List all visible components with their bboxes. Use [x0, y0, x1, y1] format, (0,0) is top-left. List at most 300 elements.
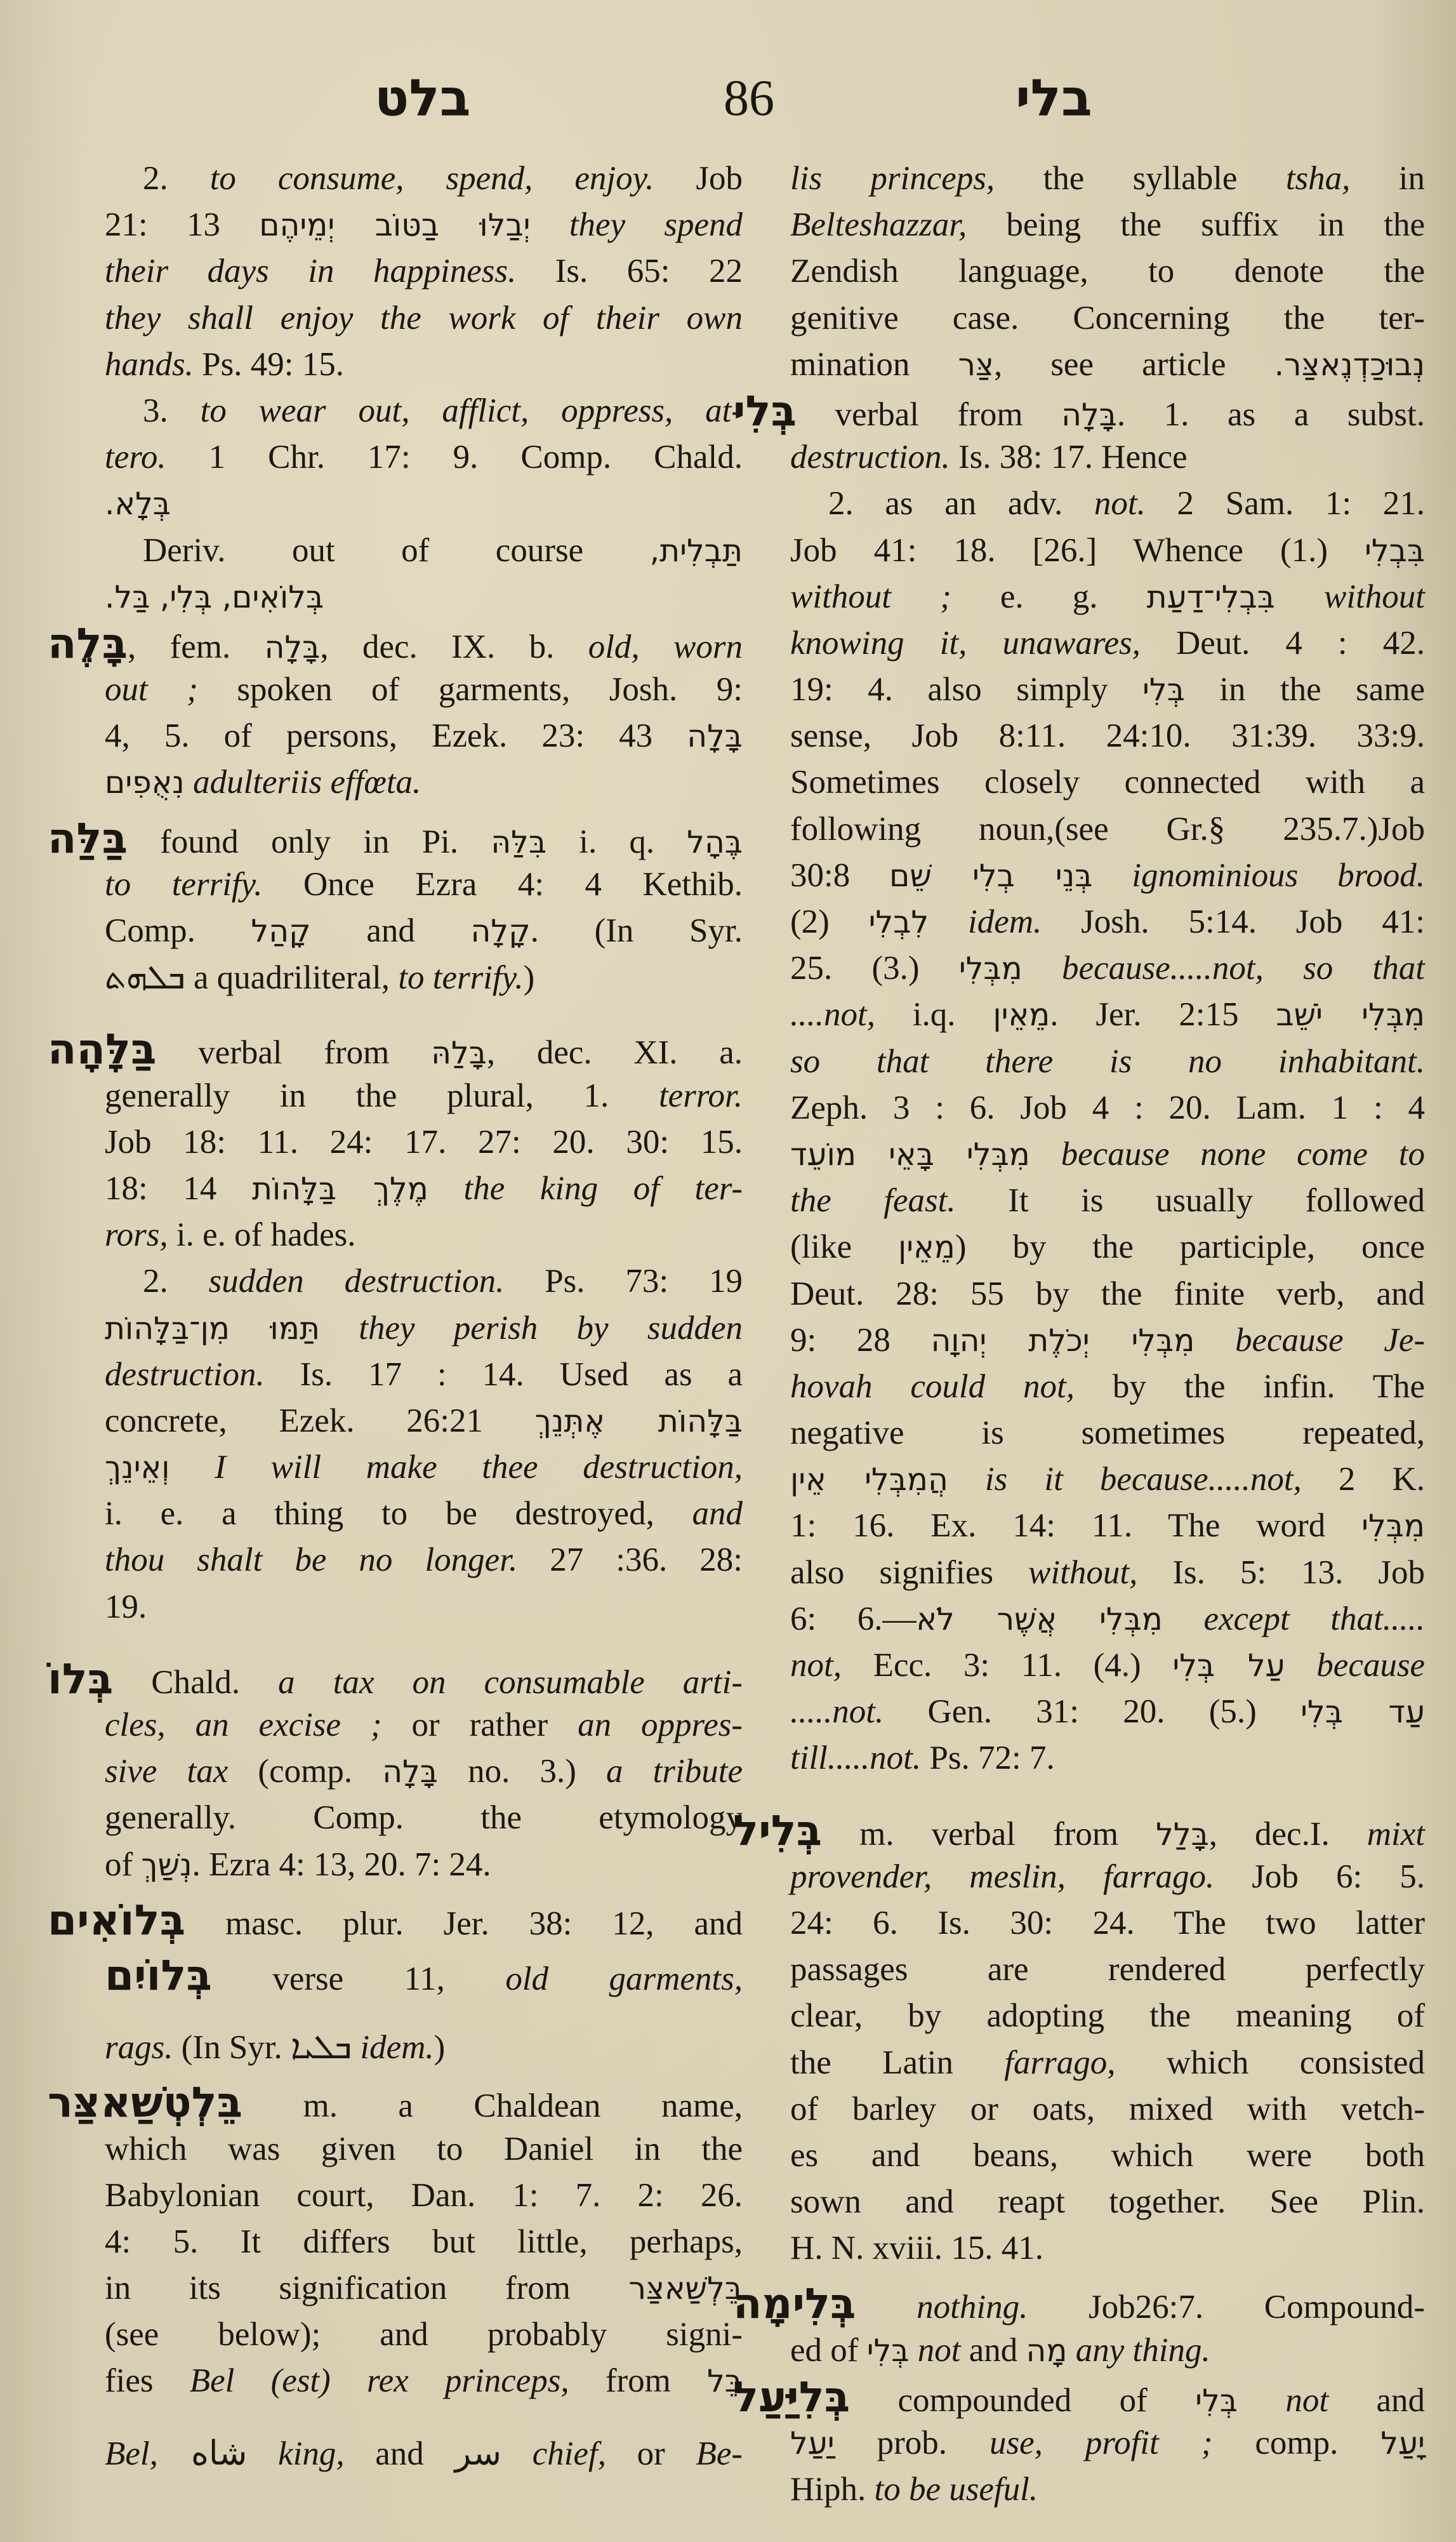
text-run: 2 Sam. 1: 21.	[1145, 485, 1425, 522]
text-line	[733, 1807, 1425, 1854]
text-line	[790, 1178, 1425, 1224]
text-run: ignominious brood.	[1092, 856, 1426, 894]
hebrew-text: תַּמּוּ מִן־בַּלָּהוֹת	[105, 1310, 320, 1347]
hebrew-text: לִבְלִי	[868, 905, 929, 940]
text-run: 2.	[143, 1263, 209, 1300]
text-run: tsha,	[1285, 160, 1351, 197]
text-line	[790, 1642, 1425, 1689]
text-line	[790, 2133, 1425, 2179]
text-run: lis princeps,	[790, 160, 995, 197]
foreign-script-text: ܒܠܝܐ	[291, 2028, 352, 2067]
text-run: It is usually followed	[955, 1182, 1425, 1220]
text-run: prob.	[834, 2425, 990, 2461]
text-run: tero.	[105, 439, 166, 476]
text-line	[790, 713, 1425, 759]
text-line	[790, 945, 1425, 992]
text-run: Ps. 73: 19	[504, 1263, 743, 1300]
hebrew-text: מִבְּלִי יֹשֵׁב	[1276, 997, 1425, 1034]
text-line	[105, 1398, 743, 1444]
text-run: use, profit ;	[989, 2425, 1213, 2461]
text-run: Job 41: 18. [26.] Whence (1.)	[790, 531, 1365, 569]
text-run: 2. as an adv.	[828, 485, 1094, 522]
text-line	[790, 1364, 1425, 1410]
text-line	[790, 1085, 1425, 1131]
text-line	[790, 2086, 1425, 2133]
hebrew-text: בְּלוֹאִים, בְּלִי, בַּל.	[105, 579, 324, 615]
text-line	[790, 1039, 1425, 1085]
foreign-script-text: شاه	[157, 2433, 248, 2473]
text-run: a tribute	[606, 1753, 743, 1790]
text-line	[733, 388, 1425, 434]
text-line	[48, 1897, 743, 1943]
text-run: clear, by adopting the meaning of	[790, 1997, 1425, 2035]
text-run: 2 K.	[1301, 1461, 1425, 1498]
text-line	[790, 2179, 1425, 2225]
text-run: i. e. of hades.	[168, 1216, 356, 1254]
text-run: . Ezra 4: 13, 20. 7: 24.	[192, 1846, 491, 1883]
text-run: to be useful.	[874, 2471, 1038, 2508]
text-line	[790, 1503, 1425, 1549]
text-run: (2)	[790, 903, 869, 940]
text-line	[105, 1842, 743, 1888]
text-line	[105, 1212, 743, 1258]
text-run: rors,	[105, 1216, 168, 1254]
text-run: idem.	[929, 903, 1042, 940]
text-run: 21: 13	[105, 206, 260, 244]
text-run: chief,	[501, 2435, 606, 2472]
text-run: Job 18: 11. 24: 17. 27: 20. 30: 15.	[105, 1123, 743, 1161]
text-line	[105, 1748, 743, 1795]
text-line	[105, 1952, 743, 1999]
text-line	[105, 713, 743, 759]
entry-headword: בַּלַּה	[48, 813, 128, 863]
text-run: by the infin. The	[1074, 1367, 1425, 1405]
text-line	[105, 2024, 743, 2070]
text-run: in	[1350, 160, 1425, 197]
text-run: the Latin	[790, 2044, 1005, 2081]
hebrew-text: בְּלִי	[866, 2332, 910, 2369]
text-line	[105, 528, 743, 574]
text-line	[105, 2312, 743, 2358]
text-line	[105, 2358, 743, 2404]
hebrew-text: מָה	[1026, 2332, 1068, 2369]
text-run: Hiph.	[790, 2471, 875, 2508]
text-run: 4, 5. of persons, Ezek. 23: 43	[105, 717, 687, 755]
entry-headword: בְּלוֹאִים	[48, 1895, 186, 1945]
text-run: or rather	[381, 1707, 578, 1743]
text-run: sense, Job 8:11. 24:10. 31:39. 33:9.	[790, 717, 1425, 755]
text-line	[105, 481, 743, 527]
text-line	[105, 1166, 743, 1212]
text-line	[733, 2280, 1425, 2327]
hebrew-text: עַל בְּלִי	[1172, 1648, 1285, 1684]
entry-headword: בְּלִימָה	[733, 2279, 856, 2329]
text-run: Josh. 5:14. Job 41:	[1042, 903, 1425, 940]
text-run: genitive case. Concerning the ter-	[790, 299, 1425, 336]
text-line	[105, 908, 743, 954]
text-run: thou shalt be no longer.	[105, 1541, 518, 1579]
text-run: cles, an excise ;	[105, 1707, 382, 1743]
text-run: hands.	[105, 345, 194, 383]
text-line	[105, 342, 743, 388]
hebrew-text: עַד בְּלִי	[1300, 1694, 1425, 1731]
hebrew-text: תַּבְלִית,	[649, 533, 743, 569]
text-run: and	[344, 2435, 455, 2472]
text-run: Zendish language, to denote the	[790, 253, 1425, 290]
text-run: Job	[654, 160, 743, 197]
running-head-left-word: בלט	[374, 69, 471, 128]
text-run: because	[1285, 1647, 1425, 1684]
text-run: Sometimes closely connected with a	[790, 764, 1425, 801]
text-run: terror.	[658, 1077, 743, 1114]
text-line	[105, 862, 743, 908]
text-line	[790, 156, 1425, 202]
text-run: ....not,	[790, 996, 875, 1034]
text-run: Babylonian court, Dan. 1: 7. 2: 26.	[105, 2176, 743, 2214]
text-run: without	[1274, 578, 1425, 615]
hebrew-text: צַּר	[958, 347, 994, 383]
text-run: , see article	[993, 345, 1274, 383]
text-run: , dec.I.	[1208, 1815, 1367, 1853]
text-run: because none come to	[1029, 1135, 1425, 1173]
text-run: to consume, spend, enjoy.	[209, 160, 654, 197]
text-line	[105, 1073, 743, 1119]
text-run: old, worn	[588, 628, 743, 665]
text-run: passages are rendered perfectly	[790, 1951, 1425, 1988]
text-run: 24: 6. Is. 30: 24. The two latter	[790, 1904, 1425, 1941]
hebrew-text: בִּבְלִי־דַעַת	[1146, 579, 1275, 615]
text-line	[48, 1656, 743, 1702]
text-run: masc. plur. Jer. 38: 12, and	[185, 1905, 743, 1942]
text-run: . 1. as a subst.	[1116, 396, 1425, 433]
entry-headword: בָּלֶה	[48, 618, 128, 668]
text-line	[790, 2466, 1425, 2513]
text-run: of	[105, 1846, 142, 1883]
text-run: till.....not.	[790, 1740, 922, 1777]
text-line	[790, 1854, 1425, 1900]
page-number: 86	[724, 70, 774, 126]
text-line	[105, 1584, 743, 1630]
text-run: found only in Pi.	[128, 823, 491, 860]
text-run: Deriv. out of course	[143, 531, 650, 569]
text-line	[105, 2173, 743, 2219]
text-run: the feast.	[790, 1182, 956, 1220]
text-line	[790, 481, 1425, 527]
text-run: Ps. 72: 7.	[921, 1740, 1055, 1777]
text-run: Belteshazzar,	[790, 206, 967, 244]
entry-headword: בְּלִיל	[733, 1806, 823, 1855]
text-run: negative is sometimes repeated,	[790, 1414, 1425, 1452]
text-run: compounded of	[850, 2381, 1196, 2419]
text-run: the syllable	[995, 160, 1286, 197]
text-run: (see below); and probably signi-	[105, 2316, 743, 2353]
foreign-script-text: ܒܠܗܬ	[105, 958, 185, 997]
text-run: generally in the plural, 1.	[105, 1077, 659, 1114]
hebrew-text: מִבְּלִי בָּאֵי מוֹעֵד	[790, 1136, 1030, 1173]
text-run: (comp.	[228, 1753, 383, 1790]
text-line	[105, 1444, 743, 1491]
hebrew-text: וְאֵינֵךְ	[105, 1450, 170, 1486]
text-run: a quadriliteral,	[185, 959, 399, 997]
text-line	[790, 1900, 1425, 1946]
text-run: knowing it, unawares,	[790, 624, 1141, 662]
right-column	[733, 156, 1426, 2513]
hebrew-text: בִּלַּהּ	[491, 824, 547, 860]
text-line	[790, 853, 1425, 899]
text-line	[105, 1795, 743, 1841]
text-line	[105, 759, 743, 806]
text-run: Zeph. 3 : 6. Job 4 : 20. Lam. 1 : 4	[790, 1089, 1425, 1126]
text-run: verbal from	[156, 1034, 432, 1072]
text-line	[48, 815, 743, 862]
text-line	[790, 248, 1425, 295]
text-run: they perish by sudden	[320, 1309, 743, 1347]
running-head-right-word: בלי	[1016, 69, 1092, 128]
text-run: 3.	[143, 392, 201, 429]
text-line	[790, 574, 1425, 620]
text-line	[790, 620, 1425, 667]
text-run: an oppres-	[578, 1707, 743, 1743]
text-line	[790, 1550, 1425, 1596]
text-run: no. 3.)	[437, 1753, 607, 1790]
entry-headword: בֵּלְטְשַׁאצַּר	[48, 2078, 243, 2127]
text-run: Once Ezra 4: 4 Kethib.	[262, 865, 743, 903]
text-run: 27 :36. 28:	[517, 1541, 743, 1579]
text-run: not	[1237, 2381, 1329, 2419]
text-run: , dec. IX. b.	[320, 628, 588, 665]
text-line	[790, 295, 1425, 342]
hebrew-text: בָּלָה	[1061, 397, 1117, 433]
text-line	[105, 248, 743, 295]
text-line	[790, 899, 1425, 945]
text-line	[790, 1735, 1425, 1781]
text-run: is it because.....not,	[948, 1461, 1302, 1498]
text-run: Job 6: 5.	[1214, 1858, 1425, 1895]
text-run: and	[310, 912, 471, 949]
hebrew-text: מֵאֵין	[993, 997, 1050, 1034]
text-line	[48, 620, 743, 667]
text-run: 30:8	[790, 856, 890, 894]
text-run: , dec. XI. a.	[486, 1034, 743, 1072]
text-run: not.	[1094, 485, 1146, 522]
text-run: destruction.	[105, 1355, 265, 1393]
text-run: Deut. 28: 55 by the finite verb, and	[790, 1275, 1425, 1312]
hebrew-text: בָּלָה	[687, 719, 743, 755]
entry-headword: בְּלוֹיִם	[105, 1950, 212, 2000]
text-run: the king of ter-	[428, 1169, 743, 1207]
text-line	[790, 806, 1425, 853]
text-run: in its signification from	[105, 2270, 629, 2307]
text-run: Job26:7. Compound-	[1028, 2289, 1425, 2326]
text-run: i.q.	[875, 996, 993, 1034]
text-run: to wear out, afflict, oppress, at-	[200, 392, 743, 429]
text-line	[105, 202, 743, 248]
text-run: provender, meslin, farrago.	[790, 1858, 1215, 1895]
text-line	[105, 667, 743, 713]
text-run: 19.	[105, 1588, 147, 1625]
text-line	[105, 954, 743, 1001]
text-run: Ps. 49: 15.	[193, 345, 344, 383]
hebrew-text: יְבַלּוּ בַטּוֹב יְמֵיהֶם	[259, 208, 531, 244]
text-run: 2.	[143, 160, 210, 197]
text-run: which consisted	[1115, 2044, 1425, 2081]
text-run: a tax on consumable arti-	[278, 1663, 743, 1701]
hebrew-text: בָּלָה	[264, 629, 321, 665]
text-run: because.....not, so that	[1022, 950, 1425, 987]
text-line	[733, 2374, 1425, 2420]
text-run: ed of	[790, 2331, 867, 2369]
text-run: m. a Chaldean name,	[242, 2087, 743, 2125]
text-line	[790, 1224, 1425, 1270]
text-run: 1 Chr. 17: 9. Comp. Chald.	[166, 439, 743, 476]
text-run: concrete, Ezek. 26:21	[105, 1402, 535, 1439]
hebrew-text: בְּלִי	[1142, 672, 1185, 709]
text-run: nothing.	[856, 2289, 1028, 2326]
hebrew-text: מֶלֶךְ בַּלָּהוֹת	[251, 1171, 428, 1207]
text-run: fies	[105, 2362, 190, 2400]
hebrew-text: נְשַׁךְ	[141, 1847, 192, 1883]
text-line	[105, 156, 743, 202]
text-run: Chald.	[113, 1663, 279, 1701]
foreign-script-text: سر	[454, 2433, 502, 2473]
text-run: Comp.	[105, 912, 251, 949]
text-run: Be-	[696, 2435, 743, 2472]
running-head	[0, 63, 1456, 133]
text-run: and	[1328, 2381, 1425, 2419]
text-run: any thing.	[1067, 2331, 1210, 2369]
entry-headword: בְּלוֹ	[48, 1654, 114, 1703]
text-run: i. e. a thing to be destroyed,	[105, 1495, 692, 1533]
text-run: and	[960, 2331, 1026, 2369]
text-line	[790, 1596, 1425, 1642]
text-run: , fem.	[128, 628, 265, 665]
text-line	[790, 2327, 1425, 2374]
text-run: mixt	[1367, 1815, 1425, 1853]
text-run: m. verbal from	[822, 1815, 1156, 1853]
text-line	[105, 1258, 743, 1305]
text-line	[790, 2420, 1425, 2466]
text-run: without ;	[790, 578, 951, 615]
text-run: idem.	[352, 2029, 434, 2066]
text-line	[105, 295, 743, 342]
hebrew-text: קָהַל	[251, 914, 311, 949]
text-line	[105, 2430, 743, 2477]
text-line	[105, 1491, 743, 1537]
hebrew-text: מֵאֵין	[897, 1230, 955, 1266]
hebrew-text: בָּלָה	[382, 1754, 438, 1790]
text-run: they spend	[530, 206, 743, 244]
text-run: generally. Comp. the etymology	[105, 1799, 743, 1837]
text-line	[48, 1026, 743, 1072]
text-line	[790, 434, 1425, 481]
text-run: Bel (est) rex princeps,	[189, 2362, 569, 2400]
text-line	[790, 528, 1425, 574]
hebrew-text: בָּלַל	[1156, 1816, 1209, 1853]
text-run: which was given to Daniel in the	[105, 2130, 743, 2167]
text-line	[48, 2079, 743, 2126]
text-run: rags.	[105, 2029, 173, 2066]
entry-headword: בְּלִי	[733, 386, 797, 436]
text-line	[790, 1410, 1425, 1456]
text-run: .....not.	[790, 1693, 884, 1731]
text-run: Is. 38: 17. Hence	[950, 439, 1188, 476]
text-line	[790, 342, 1425, 388]
text-run: Ecc. 3: 11. (4.)	[841, 1647, 1173, 1684]
text-run: sown and reapt together. See Plin.	[790, 2183, 1425, 2221]
hebrew-text: נְבוּכַדְנֶאצַּר.	[1274, 347, 1425, 383]
hebrew-text: בֵּלְשַׁאצַּר	[628, 2271, 743, 2307]
text-run: from	[569, 2362, 708, 2400]
hebrew-text: נִאֻפִים	[105, 765, 185, 801]
text-run: )	[523, 959, 535, 997]
text-run: and	[692, 1495, 743, 1533]
hebrew-text: בַּלָּהוֹת אֶתְּנֵךְ	[534, 1403, 743, 1439]
text-run: 9: 28	[790, 1321, 931, 1359]
text-run: . (In Syr.	[530, 912, 743, 949]
text-run: not,	[790, 1647, 842, 1684]
text-line	[105, 574, 743, 620]
text-run: Is. 5: 13. Job	[1137, 1554, 1425, 1591]
text-run: not	[909, 2331, 961, 2369]
text-run: 19: 4. also simply	[790, 671, 1142, 709]
text-line	[790, 1689, 1425, 1735]
hebrew-text: בְּלִי	[1195, 2383, 1238, 2419]
text-run: king,	[247, 2435, 345, 2472]
text-line	[790, 667, 1425, 713]
text-run: because Je-	[1195, 1321, 1425, 1359]
text-line	[790, 992, 1425, 1038]
text-run: except that.....	[1162, 1600, 1425, 1637]
text-run: without,	[1028, 1554, 1138, 1591]
hebrew-text: יַעַל	[790, 2426, 835, 2461]
text-run: following noun,(see Gr.§ 235.7.)Job	[790, 810, 1425, 848]
text-line	[790, 1131, 1425, 1178]
text-run: 25. (3.)	[790, 950, 959, 987]
text-line	[790, 1946, 1425, 1993]
entry-headword: בַּלָּהָה	[48, 1025, 157, 1074]
hebrew-text: בָּלַהּ	[431, 1035, 487, 1072]
text-run: sive tax	[105, 1753, 228, 1790]
text-run: verbal from	[797, 396, 1062, 433]
text-line	[105, 2126, 743, 2173]
hebrew-text: מִבְּלִי אֲשֶׁר לֹא	[916, 1601, 1163, 1637]
text-run: . Jer. 2:15	[1050, 996, 1276, 1034]
text-line	[790, 2225, 1425, 2272]
text-run: (In Syr.	[173, 2029, 291, 2066]
text-run: es and beans, which were both	[790, 2136, 1425, 2174]
hebrew-text: בְּלָא.	[105, 486, 171, 522]
text-run: Gen. 31: 20. (5.)	[884, 1693, 1301, 1731]
text-line	[105, 1119, 743, 1166]
text-run: 4: 5. It differs but little, perhaps,	[105, 2223, 743, 2260]
entry-headword: בְּלִיַּעַל	[733, 2372, 850, 2421]
text-run: Deut. 4 : 42.	[1140, 624, 1425, 662]
text-run: )	[433, 2029, 446, 2066]
text-line	[790, 759, 1425, 806]
text-run: comp.	[1212, 2425, 1381, 2461]
text-line	[105, 2265, 743, 2312]
text-run: hovah could not,	[790, 1367, 1075, 1405]
left-column	[48, 156, 743, 2477]
text-run: mination	[790, 345, 958, 383]
text-run: adulteriis effœta.	[184, 764, 421, 801]
text-run: to terrify.	[105, 865, 263, 903]
text-run: destruction.	[790, 439, 950, 476]
text-run: (like	[790, 1228, 898, 1266]
text-line	[790, 2040, 1425, 2086]
text-line	[105, 388, 743, 434]
hebrew-text: הֲמִבְּלִי אֵין	[790, 1462, 948, 1498]
